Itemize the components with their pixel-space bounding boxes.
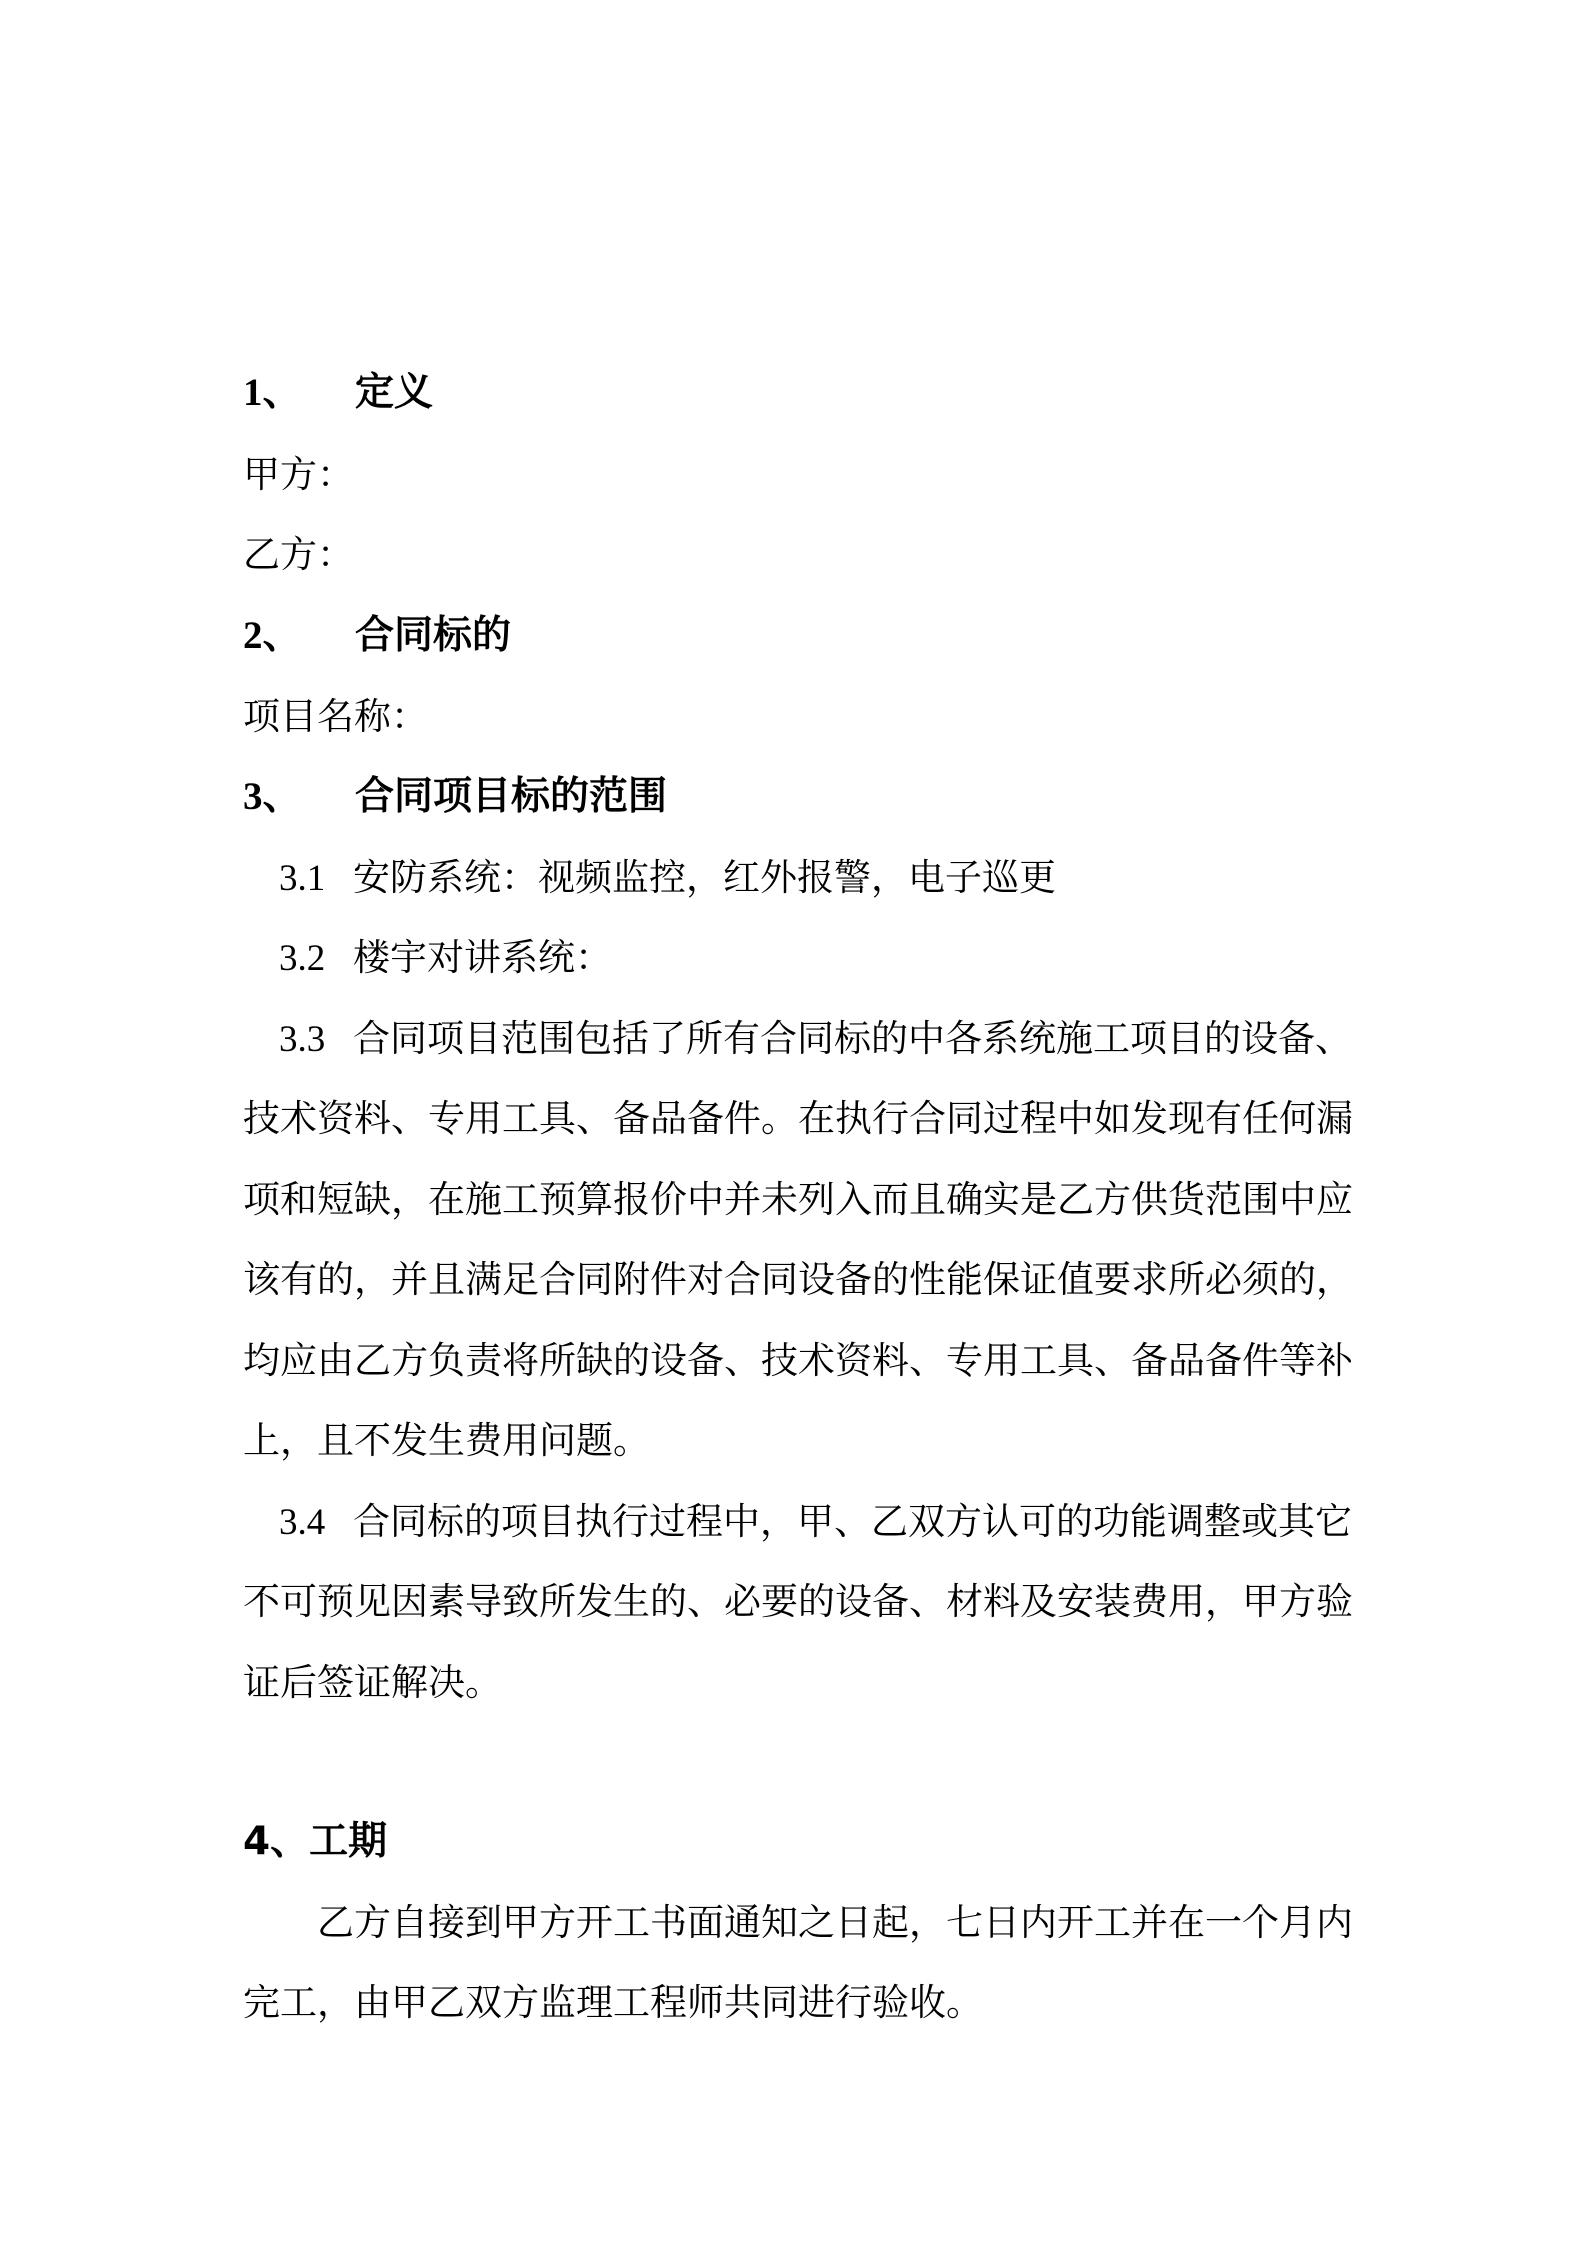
section-number: 2、 <box>243 614 302 657</box>
clause-text: 安防系统：视频监控，红外报警，电子巡更 <box>353 856 1056 899</box>
section-3-heading <box>243 772 1363 822</box>
section-4-heading: 4、工期 <box>243 1819 388 1864</box>
section-title: 合同标的 <box>355 613 512 658</box>
clause-3-1 <box>243 853 1399 904</box>
section-number: 1、 <box>243 371 302 414</box>
section-2-heading <box>243 611 1363 661</box>
clause-3-4-line-2: 不可预见因素导致所发生的、必要的设备、材料及安装费用，甲方验 <box>243 1580 1353 1623</box>
party-a-label: 甲方： <box>243 453 354 496</box>
clause-3-3-line-6: 上，且不发生费用问题。 <box>243 1419 650 1462</box>
clause-3-3-line-3: 项和短缺，在施工预算报价中并未列入而且确实是乙方供货范围中应 <box>243 1178 1353 1221</box>
clause-3-4-line-3: 证后签证解决。 <box>243 1661 502 1704</box>
project-name-label: 项目名称： <box>243 695 428 738</box>
section-4-body-line-2: 完工，由甲乙双方监理工程师共同进行验收。 <box>243 1981 983 2024</box>
clause-number: 3.3 <box>279 1019 326 1060</box>
clause-3-3-line-4: 该有的，并且满足合同附件对合同设备的性能保证值要求所必须的， <box>243 1258 1353 1301</box>
clause-3-3-line-5: 均应由乙方负责将所缺的设备、技术资料、专用工具、备品备件等补 <box>243 1339 1353 1382</box>
clause-text: 合同标的项目执行过程中，甲、乙双方认可的功能调整或其它 <box>353 1500 1352 1543</box>
clause-3-2 <box>243 933 1399 984</box>
clause-3-3-line-2: 技术资料、专用工具、备品备件。在执行合同过程中如发现有任何漏 <box>243 1097 1353 1140</box>
section-4-body-line-1: 乙方自接到甲方开工书面通知之日起，七日内开工并在一个月内 <box>317 1901 1353 1944</box>
clause-text: 合同项目范围包括了所有合同标的中各系统施工项目的设备、 <box>353 1017 1352 1060</box>
clause-number: 3.1 <box>279 858 326 899</box>
section-title: 合同项目标的范围 <box>355 774 668 819</box>
clause-3-3-line-1 <box>243 1014 1399 1065</box>
section-title: 定义 <box>355 370 434 415</box>
section-1-heading <box>243 368 1363 418</box>
section-number: 3、 <box>243 775 302 818</box>
party-b-label: 乙方： <box>243 533 354 576</box>
clause-number: 3.2 <box>279 938 326 979</box>
clause-text: 楼宇对讲系统： <box>353 936 612 979</box>
clause-3-4-line-1 <box>243 1497 1399 1548</box>
clause-number: 3.4 <box>279 1502 326 1543</box>
